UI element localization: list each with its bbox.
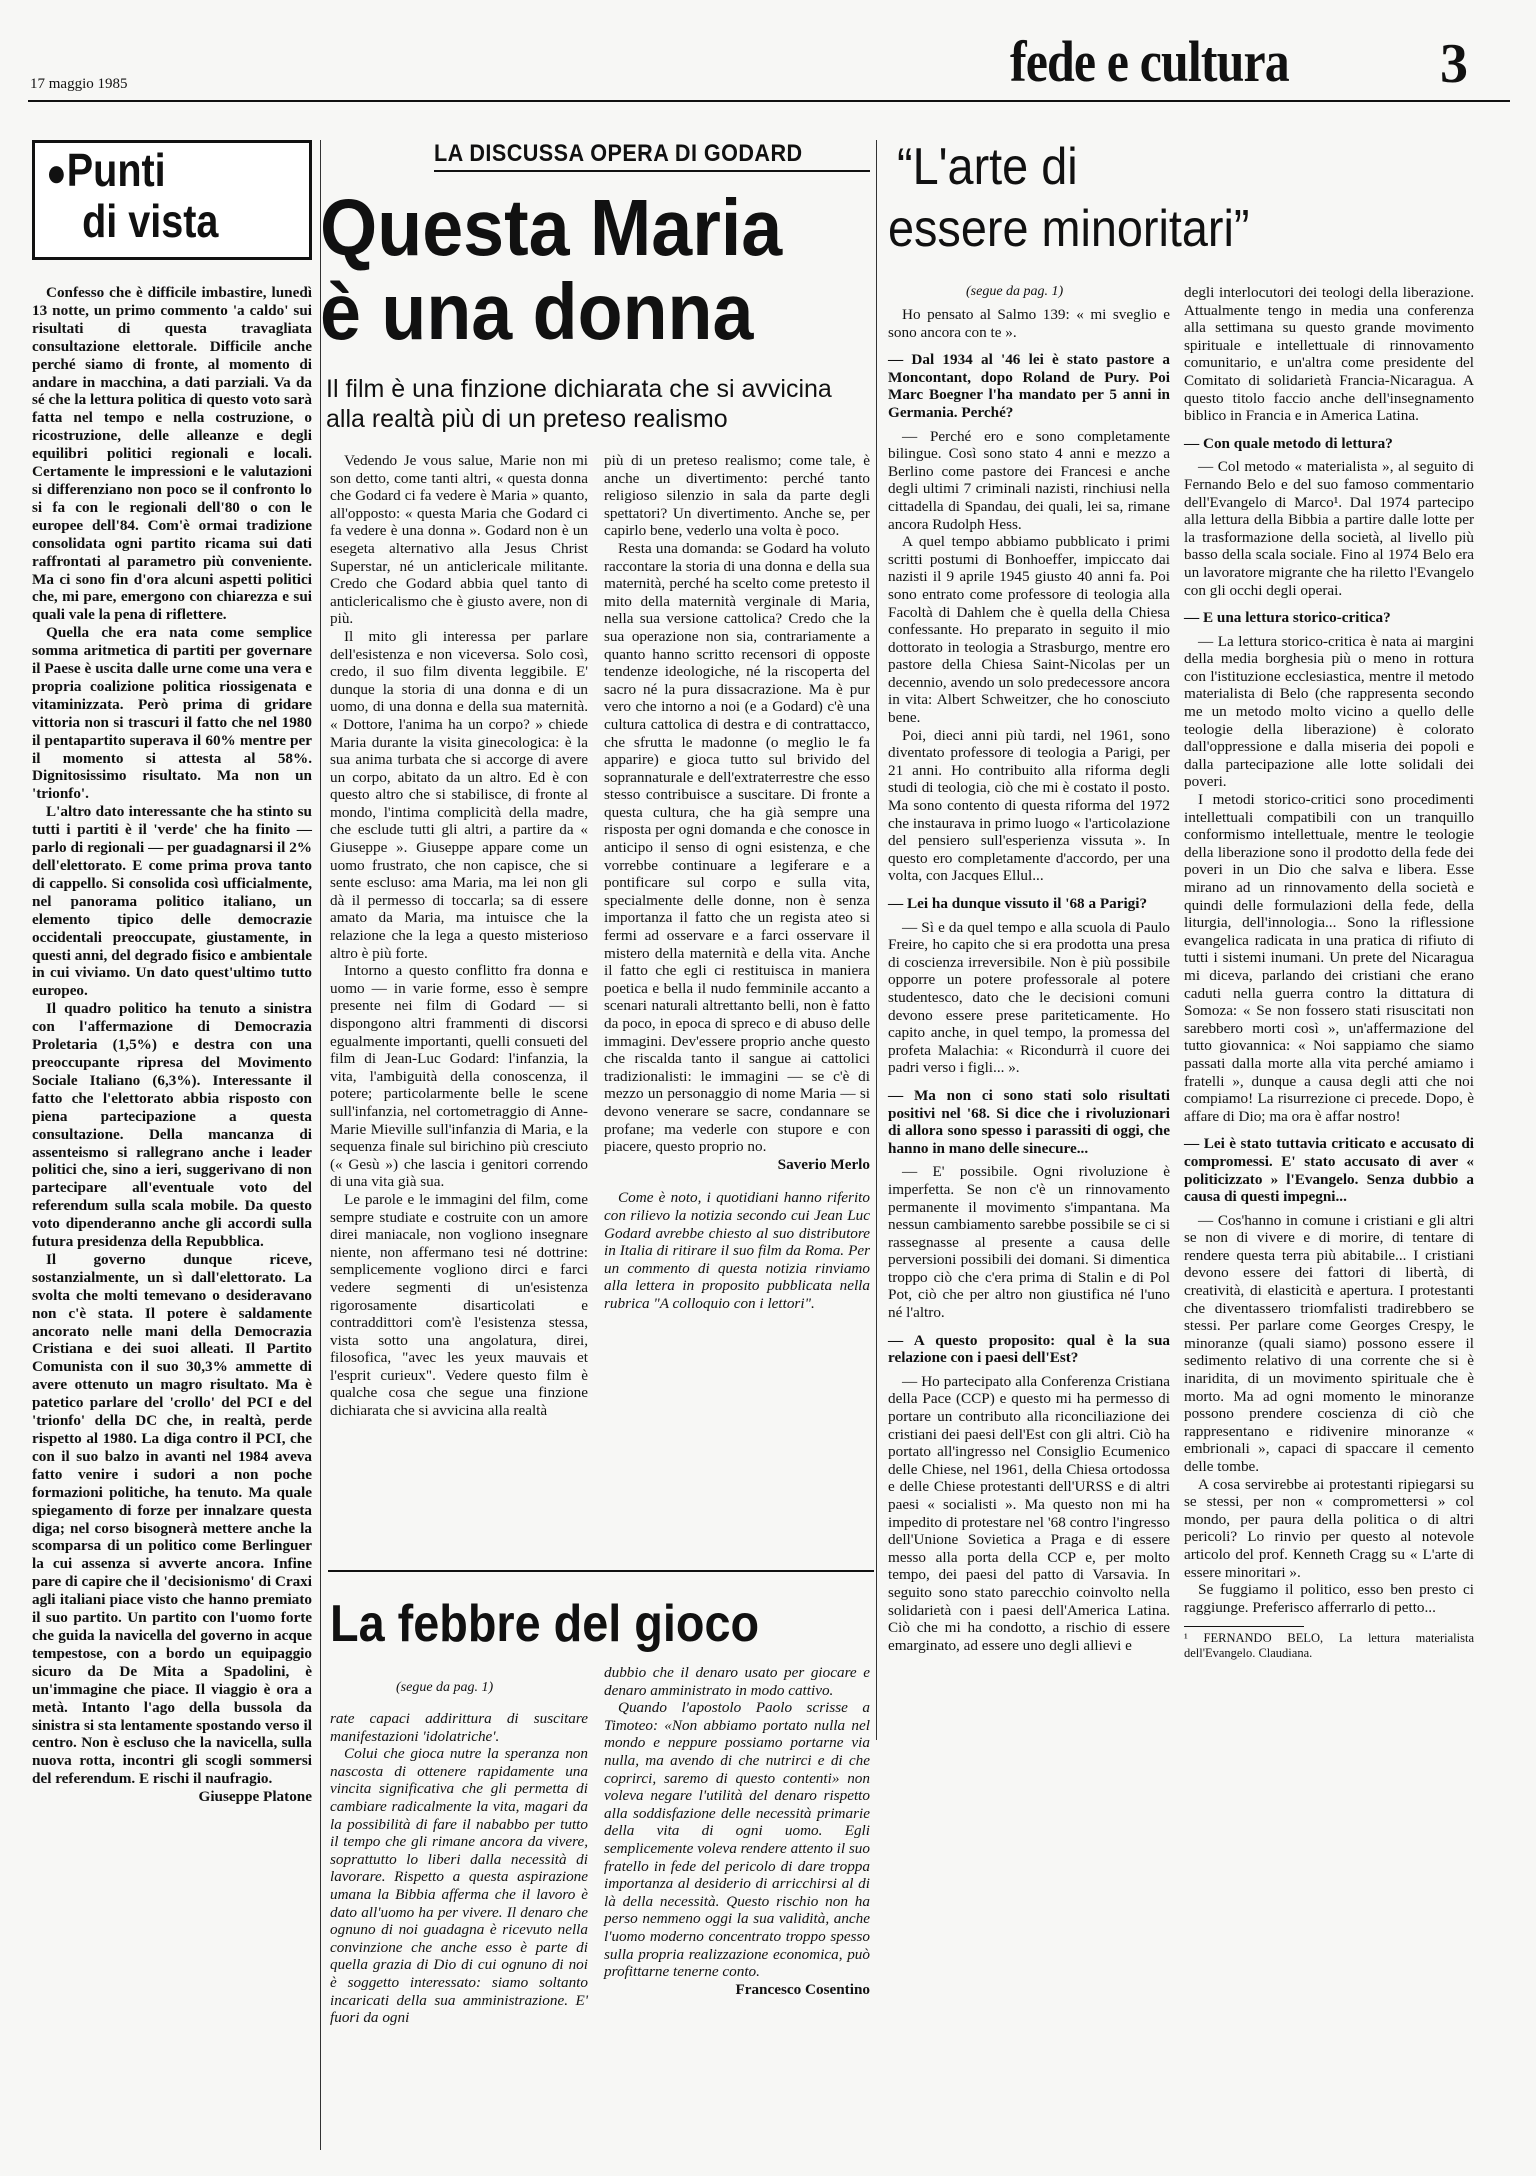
febbre-col1 <box>330 1710 588 2027</box>
arte-paragraph: Se fuggiamo il politico, esso ben presto ci raggiunge. Preferisco afferrarlo di petto... <box>1184 1581 1474 1616</box>
punti-paragraph: Il governo dunque riceve, sostanzialmente, un sì dall'elettorato. La svolta che molti temevano o desideravano non c'è stata. Il potere è saldamente ancorato nelle mani della Democrazia Cristiana e dei suoi alleati. Il Partito Comunista con il suo 30,3% ammette di avere ottenuto un magro risultato. Ma è patetico parlare del 'crollo' del PCI e del 'trionfo' della DC che, in realtà, perde rispetto al 1980. La diga contro il PCI, che con il suo balzo in avanti nel 1984 aveva fatto venire i sudori a non poche formazioni politiche, ha tenuto. Ma quale spiegamento di forze per innalzare questa diga; nel corso bisognerà mettere anche la scomparsa di un politico come Berlinguer la cui assenza si avverte ancora. Infine pare di capire che il 'decisionismo' di Craxi agli italiani piace visto che hanno premiato il suo partito. Un partito con l'uomo forte che guida la navicella del governo in acque tempestose, con a bordo un equipaggio sicuro da De Mita a Spadolini, è un'immagine che piace. Il viaggio è ora a metà. Intanto l'ago della bussola da sinistra si sta lentamente spostando verso il centro. Non è escluso che la navicella, sulla nuova rotta, incontri gli scogli sommersi del referendum. E rischi il naufragio. <box>32 1250 312 1788</box>
punti-paragraph: L'altro dato interessante che ha stinto su tutti i partiti è il 'verde' che ha finito — parlo di regionali — per guadagnarsi il 2% dell'elettorato. E come prima prova tanto di cappello. Si consolida così ufficialmente, nel panorama politico italiano, un elemento tipico delle democrazie occidentali preoccupate, giustamente, in questi anni, del degrado fisico e ambientale in cui viviamo. Un dato quest'ultimo tutto europeo. <box>32 803 312 1000</box>
godard-subtitle: Il film è una finzione dichiarata che si avvicina alla realtà più di un preteso realismo <box>326 375 832 433</box>
febbre-col2 <box>604 1664 870 1998</box>
godard-signature: Saverio Merlo <box>777 1155 870 1173</box>
arte-paragraph: A quel tempo abbiamo pubblicato i primi scritti postumi di Bonhoeffer, impiccato dai nazisti il 9 aprile 1945 giusto 40 anni fa. Poi sono entrato come professore di teologia alla Facoltà di Dahlem che è quella della Chiesa confessante. Ho preparato in seguito il mio dottorato in teologia a Strasburgo, mentre ero pastore della Chiesa Saint-Nicolas per un decennio, avendo un solo predecessore ancora in vita: Albert Schweitzer, che ho conosciuto bene. <box>888 533 1170 727</box>
febbre-paragraph: dubbio che il denaro usato per giocare e denaro amministrato in modo cattivo. <box>604 1664 870 1699</box>
punti-paragraph: Quella che era nata come semplice somma aritmetica di partiti per governare il Paese è uscita dalle urne come una vera e propria coalizione politica riossigenata e vitaminizzata. Però prima di gridare vittoria non si trascuri il fatto che nel 1980 il pentapartito superava il 60% mentre per il momento si attesta al 58%. Dignitosissimo risultato. Ma non un 'trionfo'. <box>32 624 312 803</box>
arte-paragraph: — Sì e da quel tempo e alla scuola di Paulo Freire, ho capito che si era prodotta una presa di coscienza irreversibile. Non è più possibile opporre un potere professorale al potere studentesco, dato che le decisioni comuni devono essere prese pariteticamente. Ho capito anche, in quel tempo, la promessa del profeta Malachia: « Ricondurrà il cuore dei padri verso i figli... ». <box>888 918 1170 1077</box>
febbre-title: La febbre del gioco <box>330 1595 760 1653</box>
arte-question: — Lei ha dunque vissuto il '68 a Parigi? <box>888 895 1148 912</box>
arte-paragraph: Poi, dieci anni più tardi, nel 1961, sono diventato professore di teologia a Parigi, per 21 anni. Ho contribuito alla riforma degli studi di teologia, ciò che mi è costato il posto. Ma sono contento di questa riforma del 1972 che instaurava in primo luogo « l'articolazione del pensiero sull'esperienza vissuta ». In questo ero completamente d'accordo, per una volta, con Jacques Ellul... <box>888 726 1170 885</box>
arte-paragraph: — La lettura storico-critica è nata ai margini della media borghesia più o meno in rottura con l'istituzione ecclesiastica, mentre il metodo materialista di Belo (che rappresenta secondo me un metodo molto vicino a quello delle teologie della liberazione) è colorato dall'oppressione e dalla miseria dei popoli e dalla partecipazione alle lotte solidali dei poveri. <box>1184 632 1474 791</box>
godard-paragraph: Vedendo Je vous salue, Marie non mi son detto, come tanti altri, « questa donna che Godard ci fa vedere è Maria » quanto, all'opposto: « questa Maria che Godard ci fa vedere è una donna ». Godard non è un esegeta alternativo alla Jesus Christ Superstar, né un anticlericale militante. Credo che Godard abbia quel tanto di anticlericalismo che è giusto avere, non di più. <box>330 452 588 628</box>
febbre-top-rule <box>328 1570 874 1572</box>
godard-col2 <box>604 452 870 1313</box>
arte-title <box>888 136 1249 260</box>
issue-date: 17 maggio 1985 <box>30 76 128 92</box>
arte-paragraph: — Cos'hanno in comune i cristiani e gli altri se non di vivere e di morire, di tentare di rendere questa terra più abitabile... I cristiani devono essere dei fattori di libertà, di creatività, di elasticità e apertura. I protestanti che diventassero triomfalisti tradirebbero se stessi. Per parlare come Georges Crespy, le minoranze (quali siamo) possono essere il sedimento relativo di una corrente che si è inaridita, di un movimento spirituale che è morto. Ma ad ogni momento le minoranze possono prendere coscienza di ciò che rappresentano e ridivenire minoranze « embrionali », capaci di spaccare il cemento delle tombe. <box>1184 1211 1474 1475</box>
godard-col1 <box>330 452 588 1420</box>
punti-title-line1: Punti <box>66 144 166 196</box>
arte-paragraph: — Col metodo « materialista », al seguito di Fernando Belo e del suo famoso commentario dell'Evangelo di Marco¹. Dal 1974 partecipo alla lettura della Bibbia a partire dalle lotte per la trasformazione della società, al livello più basso della scala sociale. Fino al 1974 Belo era un lavoratore migrante che ha riletto l'Evangelo con gli occhi degli operai. <box>1184 458 1474 599</box>
arte-question: — Ma non ci sono stati solo risultati positivi nel '68. Si dice che i rivoluzionari di allora sono spesso i parassiti di oggi, che hanno in mano delle sinecure... <box>888 1086 1170 1157</box>
arte-col1 <box>888 306 1170 1654</box>
febbre-paragraph: Quando l'apostolo Paolo scrisse a Timoteo: «Non abbiamo portato nulla nel mondo e neppure possiamo portarne via nulla, ma avendo di che nutrirci e di che coprirci, saremo di questo contenti» non voleva negare l'utilità del denaro rispetto alla soddisfazione delle necessità primarie della vita di ogni uomo. Egli semplicemente voleva rendere attento il suo fratello in fede del pericolo di dare troppa importanza al desiderio di arricchirsi al di là della necessità. Questo rischio non ha perso nemmeno oggi la sua validità, anche l'uomo moderno concentrato troppo spesso sulla propria realizzazione economica, può profittarne tenerne conto. <box>604 1699 870 1981</box>
godard-editor-note: Come è noto, i quotidiani hanno riferito con rilievo la notizia secondo cui Jean Luc Godard avrebbe chiesto al suo distributore in Italia di ritirare il suo film da Roma. Per un commento di questa notizia rinviamo alla lettera in proposito pubblicata nella rubrica "A colloquio con i lettori". <box>604 1189 870 1312</box>
godard-title-line1: Questa Maria <box>320 183 783 272</box>
febbre-paragraph: rate capaci addirittura di suscitare manifestazioni 'idolatriche'. <box>330 1710 588 1745</box>
godard-title-line2: è una donna <box>320 267 754 356</box>
footnote-rule <box>1184 1626 1304 1627</box>
arte-footnote: ¹ FERNANDO BELO, La lettura materialista dell'Evangelo. Claudiana. <box>1184 1631 1474 1661</box>
arte-paragraph: A cosa servirebbe ai protestanti ripiegarsi su se stessi, per non « compromettersi » col mondo, per paura della politica o di altri pericoli? Lo rinvio per questo al notevole articolo del prof. Kenneth Cragg su « L'arte di essere minoritari ». <box>1184 1475 1474 1581</box>
godard-paragraph: Intorno a questo conflitto fra donna e uomo — in varie forme, esso è sempre presente nei film di Godard — si dispongono altri frammenti di discorsi egualmente importanti, quelli consueti del film di Jean-Luc Godard: l'infanzia, la vita, l'ambiguità della conoscenza, il potere; particolarmente belle le scene sull'infanzia, nel cortometraggio di Anne-Marie Mieville sull'infanzia di Maria, e la sequenza finale sul birichino più cresciuto (« Gesù ») che lascia i genitori correndo di una vita già sua. <box>330 962 588 1191</box>
arte-question: — Con quale metodo di lettura? <box>1184 434 1393 452</box>
arte-question: — Lei è stato tuttavia criticato e accusato di compromessi. E' stato accusato di aver « politicizzato » l'Evangelo. Senza dubbio a causa di questi impegni... <box>1184 1135 1474 1206</box>
punti-paragraph: Confesso che è difficile imbastire, lunedì 13 notte, un primo commento 'a caldo' sui risultati di questa travagliata consultazione elettorale. Difficile anche perché siamo di fronte, al momento di andare in macchina, a dati parziali. Va da sé che la lettura politica di questo voto sarà fatta nel tempo e nella costruzione, o ricostruzione, delle alleanze e degli equilibri politici regionali e locali. Certamente le impressioni e le valutazioni si differenziano non poco se il confronto lo si fa con le regionali dell'80 o con le europee dell'84. Com'è ormai tradizione consolidata ogni partito ricama sui dati raffrontati al parametro più conveniente. Ma ci sono fin d'ora alcuni aspetti politici che, mi pare, emergono con chiarezza e sui quali vale la pena di riflettere. <box>32 284 312 624</box>
arte-paragraph: degli interlocutori dei teologi della liberazione. Attualmente tengo in media una conferenza alla settimana su questo grande movimento spirituale e intellettuale di rinnovamento comunitario, e un'altra come presidente del Comitato di solidarietà Francia-Nicaragua. A questo titolo faccio anche dell'insegnamento biblico in Francia e in America Latina. <box>1184 284 1474 425</box>
godard-paragraph: Le parole e le immagini del film, come sempre studiate e costruite con un amore direi maniacale, non vogliono insegnare niente, non affermano tesi né dottrine: semplicemente vogliono dirci e farci vedere segmenti di un'esistenza rigorosamente disarticolati e contraddittori com'è l'esistenza stessa, vista sotto una angolatura, direi, filosofica, "avec les yeux mauvais et l'esprit curieux". Vedere questo film è qualche cosa che segue una finzione dichiarata che si avvicina alla realtà <box>330 1190 588 1420</box>
punti-signature: Giuseppe Platone <box>198 1788 312 1806</box>
arte-paragraph: I metodi storico-critici sono procedimenti intellettuali compatibili con un tranquillo conformismo intellettuale, mentre le teologie della liberazione sono il prodotto della fede dei poveri in un Dio che salva e libera. Esse mirano ad un rinnovamento della società e quindi delle formulazioni della fede, della liturgia, dell'innologia... Sono la riflessione evangelica radicata in una pratica di rifiuto di tutti i sistemi inumani. Un prete del Nicaragua mi diceva, parlando dei cristiani che erano caduti nella guerra contro la dittatura di Somoza: « Se non fossero stati risuscitati non sarebbero morti così », un'affermazione del tutto giovannica: « Noi sappiamo che siamo passati dalla morte alla vita perché amiamo i fratelli », dunque a causa degli atti che noi compiamo! La risurrezione ci precede. Dopo, è affare di Dio; ma ora è affar nostro! <box>1184 791 1474 1125</box>
febbre-signature: Francesco Cosentino <box>735 1980 870 1998</box>
godard-paragraph: Il mito gli interessa per parlare dell'esistenza e non viceversa. Solo così, credo, il suo film diventa leggibile. E' dunque la storia di una donna e di un uomo, di una donna e della sua maternità. « Dottore, l'anima ha un corpo? » chiede Maria durante la visita ginecologica: è la sua anima turbata che si accorge di avere un corpo, abitato da un altro. Ed è con questo altro che si stabilisce, di fronte al mondo, l'intima complicità della madre, che esclude tutti gli altri, a partire da « Giuseppe ». Giuseppe appare come un uomo frustrato, che non capisce, che si sente escluso: ama Maria, ma lei non gli dà il permesso di toccarla; sa di essere amato da Maria, ma intuisce che la relazione che la lega a questo misterioso altro è più forte. <box>330 627 588 962</box>
arte-col2 <box>1184 284 1474 1661</box>
punti-title-line2: di vista <box>82 195 219 247</box>
arte-paragraph: Ho pensato al Salmo 139: « mi sveglio e sono ancora con te ». <box>888 306 1170 341</box>
punti-body <box>32 284 312 1806</box>
arte-paragraph: — Ho partecipato alla Conferenza Cristiana della Pace (CCP) e questo mi ha permesso di portare un contributo alla riconciliazione dei cristiani dei paesi dell'Est con gli altri. Ciò ha portato all'ingresso nel Consiglio Ecumenico delle Chiese, nel 1961, della Chiesa ortodossa e delle Chiese protestanti dell'URSS e di altri paesi « socialisti ». Ma questo non mi ha impedito di protestare nel '68 contro l'ingresso dell'Unione Sovietica a Praga e di essere messo alla porta della CCP e, per molto tempo, dei paesi del patto di Varsavia. In seguito sono stato parecchio coinvolto nella solidarietà con i paesi dell'America Latina. Ciò che mi ha condotto, a rischio di essere emarginato, ad essere uno degli allievi e <box>888 1372 1170 1654</box>
column-rule <box>320 140 321 2150</box>
arte-question: — E una lettura storico-critica? <box>1184 609 1391 627</box>
arte-paragraph: — Perché ero e sono completamente bilingue. Così sono stato 4 anni e mezzo a Berlino come pastore dei Francesi e anche degli ultimi 7 criminali nazisti, rinchiusi nella cittadella di Spandau, dei quali, lei sa, rimane ancora Rudolph Hess. <box>888 427 1170 533</box>
arte-paragraph: — E' possibile. Ogni rivoluzione è imperfetta. Se non c'è un rinnovamento permanente il movimento s'impantana. Ma nessun cambiamento sarebbe possibile se ci si rassegnasse al presente a causa delle perversioni possibili dei domani. Si dimentica troppo ciò che c'era prima di Stalin e di Pol Pot, ciò che per altro non giustifica né l'uno né l'altro. <box>888 1163 1170 1322</box>
febbre-paragraph: Colui che gioca nutre la speranza non nascosta di ottenere rapidamente una vincita significativa che gli permetta di cambiare radicalmente la vita, magari da la possibilità di fare il nababbo per tutto il tempo che gli rimane ancora da vivere, soprattutto lo liberi dalla necessità di lavorare. Rispetto a questa aspirazione umana la Bibbia afferma che il lavoro è dato all'uomo ha per vivere. Il denaro che ognuno di noi guadagna è ricevuto nella convinzione che anche esso è parte di quella grazia di Dio di cui ognuno di noi è soggetto interessato: siamo soltanto incaricati della sua amministrazione. E' fuori da ogni <box>330 1745 588 2027</box>
arte-title-line1: “L'arte di <box>897 138 1078 196</box>
godard-paragraph: più di un preteso realismo; come tale, è anche un divertimento: perché tanto religioso silenzio in sala da parte degli spettatori? Un divertimento. Anche se, per capirlo bene, vederlo una volta è poco. <box>604 452 870 540</box>
section-title: fede e cultura <box>1010 29 1289 94</box>
kicker-rule <box>434 170 870 172</box>
febbre-continuation: (segue da pag. 1) <box>396 1680 494 1695</box>
godard-paragraph: Resta una domanda: se Godard ha voluto raccontare la storia di una donna e della sua maternità, perché ha scelto come pretesto il mito della maternità verginale di Maria, nella sua versione cattolica? Credo che la sua operazione non sia, contrariamente a quanto hanno scritto recensori di opposte tendenze ideologiche, né la riscoperta del sacro né la pura dissacrazione. Ma è pur vero che intorno a noi (e a Godard) c'è una cultura cattolica di destra e di contrattacco, che sfrutta le madonne (o meglio le fa apparire) e gioca tutto sul brivido del soprannaturale e dell'extraterrestre che esso stesso contribuisce a suscitare. Di fronte a questa cultura, che ha già sempre una risposta per ogni domanda e che conosce in anticipo il senso di ogni esistenza, e che vorrebbe continuare a legiferare e a pontificare sul corpo e sulla vita, specialmente delle donne, non è senza importanza il fatto che un regista ateo si fermi ad osservare e a farci osservare il mistero della maternità e della vita. Anche il fatto che egli ci restituisca in maniera poetica e bella il nudo femminile accanto a scenari naturali altrettanto belli, non è fatto da poco, in epoca di spreco e di abuso delle immagini. Dev'essere proprio anche questo che riscalda tanto il sangue ai cattolici tradizionalisti: le immagini — se c'è di mezzo un personaggio di nome Maria — si devono venerare se sacre, condannare se profane; ma vederle con stupore e con piacere, questo proprio no. <box>604 539 870 1156</box>
punti-title <box>46 146 270 245</box>
page-number: 3 <box>1440 33 1468 95</box>
arte-question: — Dal 1934 al '46 lei è stato pastore a Moncontant, dopo Roland de Pury. Poi Marc Boegner l'ha mandato per 5 anni in Germania. Perché? <box>888 351 1170 421</box>
bullet-icon: ● <box>46 151 67 195</box>
arte-continuation: (segue da pag. 1) <box>966 284 1064 299</box>
header-rule <box>28 100 1510 102</box>
arte-question: — A questo proposito: qual è la sua relazione con i paesi dell'Est? <box>888 1331 1170 1367</box>
arte-title-line2: essere minoritari” <box>888 200 1250 258</box>
column-rule <box>876 140 877 1740</box>
punti-paragraph: Il quadro politico ha tenuto a sinistra con l'affermazione di Democrazia Proletaria (1,5%) e destra con una preoccupante ripresa del Movimento Sociale Italiano (6,3%). Interessante il fatto che l'elettorato abbia risposto con piena partecipazione a questa consultazione. Della mancanza di assenteismo si rallegrano anche i leader politici che, sino a ieri, suggerivano di non partecipare all'eventuale voto del referendum sulla scala mobile. Da questo voto dipenderanno anche gli accordi sulla futura presidenza della Repubblica. <box>32 1000 312 1251</box>
godard-title <box>320 183 783 356</box>
godard-kicker: LA DISCUSSA OPERA DI GODARD <box>434 140 803 167</box>
